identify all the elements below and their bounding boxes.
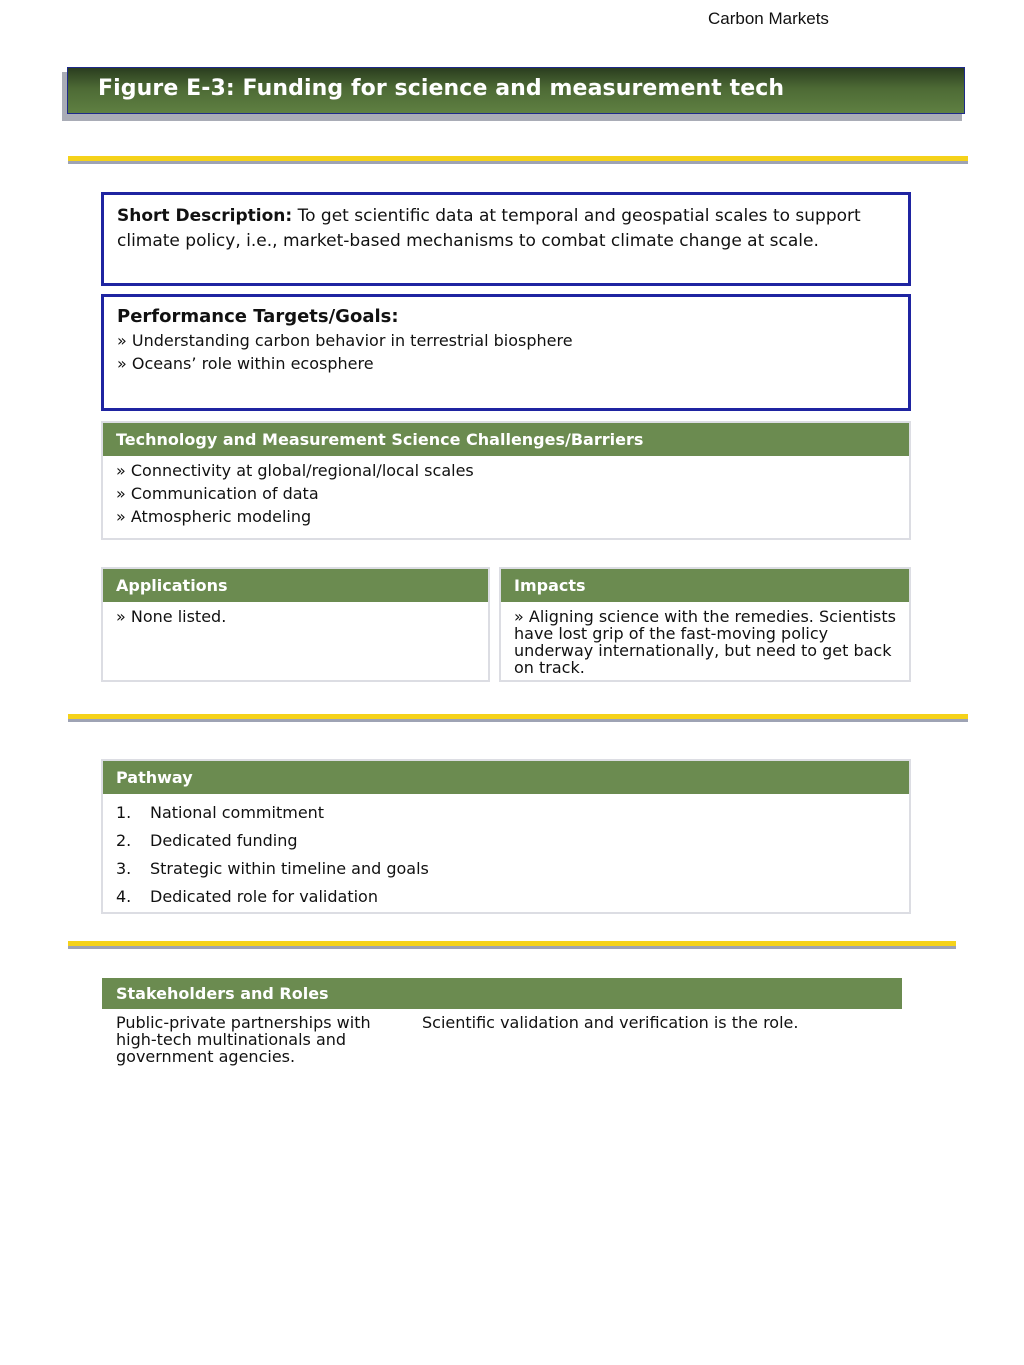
list-item: » Atmospheric modeling xyxy=(116,507,312,526)
list-item: » None listed. xyxy=(116,607,227,626)
challenges-heading: Technology and Measurement Science Challenges/Barriers xyxy=(103,423,909,456)
pathway-item xyxy=(116,883,896,911)
pathway-item xyxy=(116,827,896,855)
short-description-label: Short Description: xyxy=(117,206,293,226)
pathway-item-number: 2. xyxy=(116,831,132,850)
pathway-item-number: 1. xyxy=(116,803,132,822)
impacts-panel xyxy=(499,567,911,682)
pathway-heading: Pathway xyxy=(103,761,909,794)
short-description-text: To get scientific data at temporal and geospatial scales to support climate policy, i.e., market-based mechanisms to combat climate change at scale. xyxy=(117,206,861,251)
pathway-item-number: 4. xyxy=(116,887,132,906)
section-divider xyxy=(68,941,956,949)
pathway-item-text: Strategic within timeline and goals xyxy=(150,859,429,878)
pathway-item-number: 3. xyxy=(116,859,132,878)
pathway-item-text: Dedicated funding xyxy=(150,831,298,850)
pathway-panel xyxy=(101,759,911,914)
section-divider xyxy=(68,156,968,164)
pathway-item xyxy=(116,855,896,883)
applications-heading: Applications xyxy=(103,569,488,602)
stakeholders-heading: Stakeholders and Roles xyxy=(102,978,902,1009)
list-item: » Understanding carbon behavior in terrestrial biosphere xyxy=(117,331,573,350)
running-head: Carbon Markets xyxy=(708,9,829,28)
short-description-box xyxy=(101,192,911,286)
stakeholders-text: Public-private partnerships with high-tech multinationals and government agencies. xyxy=(116,1013,371,1066)
roles-text: Scientific validation and verification is the role. xyxy=(422,1013,799,1032)
list-item: » Connectivity at global/regional/local scales xyxy=(116,461,474,480)
figure-title: Figure E-3: Funding for science and measurement tech xyxy=(98,76,785,101)
performance-targets-box xyxy=(101,294,911,411)
performance-targets-heading: Performance Targets/Goals: xyxy=(117,306,399,327)
title-banner xyxy=(67,67,965,114)
pathway-item-text: Dedicated role for validation xyxy=(150,887,378,906)
impacts-heading: Impacts xyxy=(501,569,909,602)
applications-panel xyxy=(101,567,490,682)
pathway-item xyxy=(116,799,896,827)
pathway-list xyxy=(116,794,896,911)
challenges-panel xyxy=(101,421,911,540)
impacts-text: » Aligning science with the remedies. Scientists have lost grip of the fast-moving policy underway internationally, but need to get back on track. xyxy=(514,607,896,677)
section-divider xyxy=(68,714,968,722)
pathway-item-text: National commitment xyxy=(150,803,325,822)
list-item: » Oceans’ role within ecosphere xyxy=(117,354,374,373)
list-item: » Communication of data xyxy=(116,484,319,503)
